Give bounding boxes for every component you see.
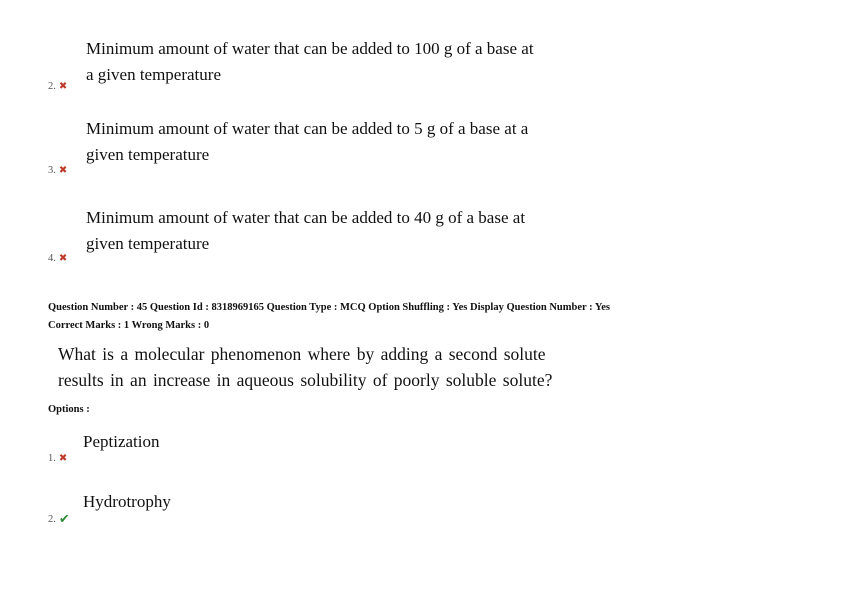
wrong-x-icon: ✖	[58, 453, 68, 464]
prev-option-4-line-2: given temperature	[86, 234, 210, 253]
prev-option-3-text	[86, 116, 528, 168]
wrong-x-icon: ✖	[58, 81, 68, 92]
question-meta-line-2: Correct Marks : 1 Wrong Marks : 0	[48, 320, 210, 331]
question-text	[58, 341, 552, 393]
prev-option-4-text	[86, 205, 525, 257]
wrong-x-icon: ✖	[58, 253, 68, 264]
prev-option-3-number	[48, 165, 67, 176]
question-line-1: What is a molecular phenomenon where by adding a second solute	[58, 344, 546, 364]
option-number: 4.	[48, 253, 56, 264]
option-1-number	[48, 453, 67, 464]
wrong-x-icon: ✖	[58, 165, 68, 176]
option-2-number	[48, 511, 70, 527]
question-line-2: results in an increase in aqueous solubility of poorly soluble solute?	[58, 370, 553, 390]
options-label: Options :	[48, 404, 90, 415]
option-number: 3.	[48, 165, 56, 176]
prev-option-2-line-2: a given temperature	[86, 65, 221, 84]
option-number: 1.	[48, 453, 56, 464]
prev-option-3-line-1: Minimum amount of water that can be added to 5 g of a base at a	[86, 119, 529, 138]
option-number: 2.	[48, 81, 56, 92]
option-number: 2.	[48, 514, 56, 525]
question-meta-line-1: Question Number : 45 Question Id : 8318969165 Question Type : MCQ Option Shuffling : Yes Display Question Number : Yes	[48, 302, 611, 313]
prev-option-2-line-1: Minimum amount of water that can be added to 100 g of a base at	[86, 39, 534, 58]
option-1-text: Peptization	[83, 432, 160, 451]
option-2-text: Hydrotrophy	[83, 492, 171, 511]
prev-option-2-text	[86, 36, 534, 88]
prev-option-2-number	[48, 81, 67, 92]
correct-check-icon: ✔	[58, 511, 70, 527]
prev-option-3-line-2: given temperature	[86, 145, 210, 164]
prev-option-4-line-1: Minimum amount of water that can be added to 40 g of a base at	[86, 208, 526, 227]
prev-option-4-number	[48, 253, 67, 264]
